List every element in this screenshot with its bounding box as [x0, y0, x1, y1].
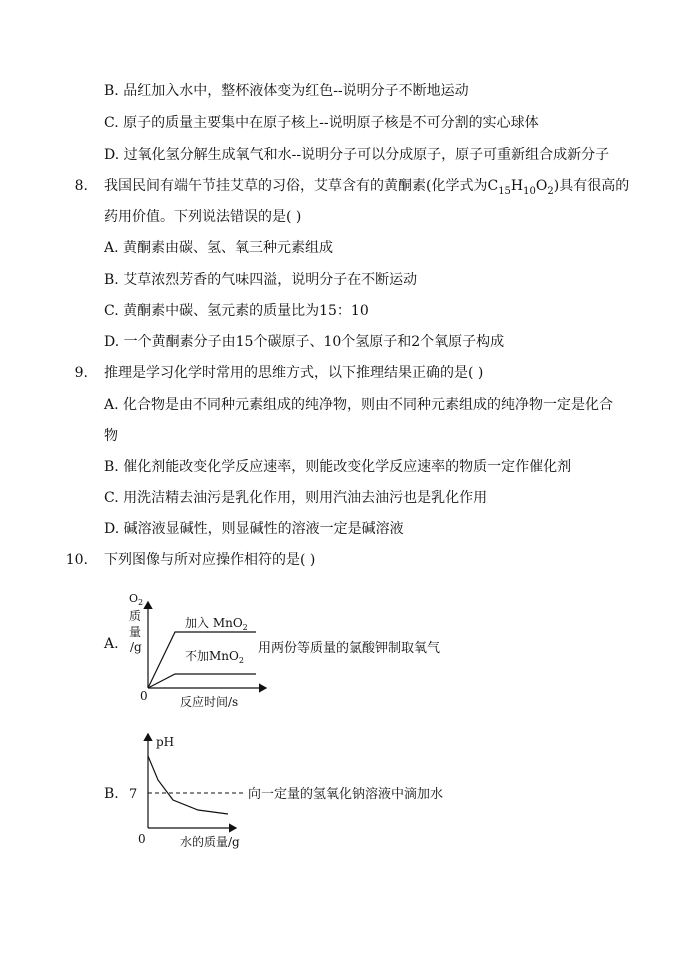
question-9-stem: 推理是学习化学时常用的思维方式，以下推理结果正确的是( ) [104, 365, 484, 381]
question-8-option-a: A. 黄酮素由碳、氢、氧三种元素组成 [104, 240, 334, 256]
chart-a-series-label-with: 加入 MnO$_2$ [185, 616, 248, 632]
prev-option-b: B. 品红加入水中，整杯液体变为红色--说明分子不断地运动 [104, 83, 469, 99]
question-9-option-a-cont: 物 [104, 428, 118, 444]
prev-option-c: C. 原子的质量主要集中在原子核上--说明原子核是不可分割的实心球体 [104, 115, 539, 131]
chart-a-caption: 用两份等质量的氯酸钾制取氧气 [258, 641, 441, 656]
question-8-option-b: B. 艾草浓烈芳香的气味四溢，说明分子在不断运动 [104, 272, 418, 288]
chart-b-tick-7: 7 [129, 787, 138, 802]
chart-b-option-label: B. [104, 786, 119, 802]
question-9-option-d: D. 碱溶液显碱性，则显碱性的溶液一定是碱溶液 [104, 521, 404, 537]
chart-b-svg [96, 728, 496, 853]
chart-a-ylabel-liang: 量 [129, 625, 142, 639]
chart-a [96, 588, 496, 717]
question-9-option-c: C. 用洗洁精去油污是乳化作用，则用汽油去油污也是乳化作用 [104, 490, 488, 506]
chart-a-svg [96, 588, 496, 713]
chart-a-option-label: A. [104, 636, 119, 652]
chart-a-ylabel-o2: $O_2$ [129, 592, 144, 607]
prev-option-d: D. 过氧化氢分解生成氧气和水--说明分子可以分成原子，原子可重新组合成新分子 [104, 147, 610, 163]
question-number: 10. [65, 552, 88, 568]
chart-b-caption: 向一定量的氢氧化钠溶液中滴加水 [248, 787, 444, 802]
chart-a-ylabel-zhi: 质 [129, 609, 142, 623]
chart-a-series-without-mno2 [148, 674, 256, 688]
question-number: 9. [74, 365, 88, 381]
chart-b-ylabel: pH [156, 735, 175, 749]
chart-b [96, 728, 496, 857]
chart-b-origin: 0 [138, 832, 146, 846]
question-8-option-c: C. 黄酮素中碳、氢元素的质量比为15：10 [104, 303, 369, 319]
chart-a-series-label-without: 不加MnO$_2$ [185, 649, 244, 665]
chart-a-ylabel-unit: /g [130, 640, 142, 654]
question-8-option-d: D. 一个黄酮素分子由15个碳原子、10个氢原子和2个氧原子构成 [104, 334, 505, 350]
chart-a-origin: 0 [140, 689, 148, 703]
question-9-option-b: B. 催化剂能改变化学反应速率，则能改变化学反应速率的物质一定作催化剂 [104, 459, 572, 475]
chart-b-series-ph [148, 756, 228, 814]
question-number: 8. [74, 178, 88, 194]
question-8-stem: 我国民间有端午节挂艾草的习俗，艾草含有的黄酮素(化学式为$C_{15}H_{10}O_2$)具有很高的 [104, 178, 630, 197]
question-9-option-a: A. 化合物是由不同种元素组成的纯净物，则由不同种元素组成的纯净物一定是化合 [104, 397, 614, 413]
question-8-stem-line2: 药用价值。下列说法错误的是( ) [104, 209, 302, 225]
chart-b-xlabel: 水的质量/g [180, 835, 240, 849]
chart-a-xlabel: 反应时间/s [180, 695, 239, 709]
question-10-stem: 下列图像与所对应操作相符的是( ) [104, 552, 316, 568]
